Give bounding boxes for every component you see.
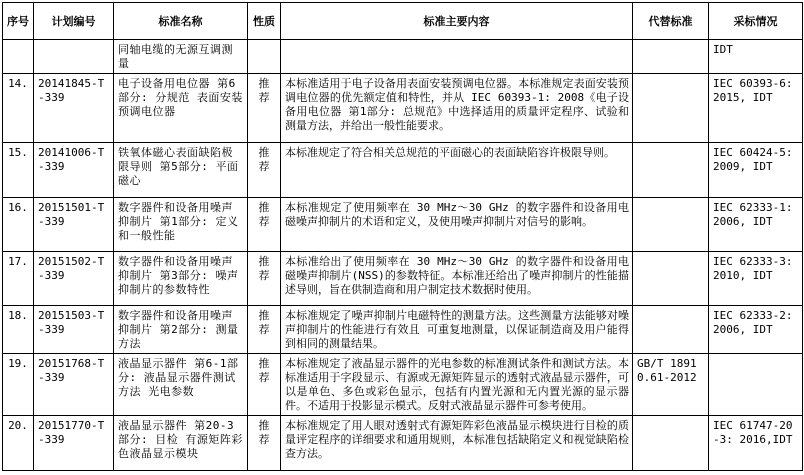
- cell-nature: [248, 252, 281, 306]
- nature-vertical-text: 推荐: [258, 419, 270, 446]
- cell-name: 铁氧体磁心表面缺陷极限导则 第5部分: 平面磁心: [114, 143, 248, 198]
- cell-plan-no: 20151501-T-339: [34, 198, 114, 252]
- cell-content: [281, 40, 633, 74]
- cell-adopt: IDT: [709, 40, 803, 74]
- nature-vertical-text: 推荐: [258, 146, 270, 173]
- header-name: 标准名称: [114, 3, 248, 40]
- cell-content: 本标准规定了用人眼对透射式有源矩阵彩色液晶显示模块进行目检的质量评定程序的详细要求和通用规则，本标准包括缺陷定义和视觉缺陷检查方法。: [281, 416, 633, 471]
- cell-plan-no: 20151502-T-339: [34, 252, 114, 306]
- header-nature: 性质: [248, 3, 281, 40]
- cell-replace: [633, 306, 709, 354]
- cell-replace: [633, 143, 709, 198]
- cell-nature: [248, 416, 281, 471]
- cell-nature: [248, 74, 281, 143]
- cell-content: 本标准给出了使用频率在 30 MHz～30 GHz 的数字器件和设备用电磁噪声抑制片(NSS)的参数特征。本标准还给出了噪声抑制片的性能描述导则，旨在供制造商和用户制定技术数据时使用。: [281, 252, 633, 306]
- header-seq: 序号: [3, 3, 34, 40]
- table-row: [3, 416, 803, 471]
- cell-adopt: IEC 62333-1:2006, IDT: [709, 198, 803, 252]
- cell-content: 本标准规定了使用频率在 30 MHz～30 GHz 的数字器件和设备用电磁噪声抑制片的术语和定义，及使用噪声抑制片对信号的影响。: [281, 198, 633, 252]
- cell-nature: [248, 40, 281, 74]
- cell-adopt: [709, 354, 803, 416]
- table-row: [3, 198, 803, 252]
- cell-adopt: IEC 60393-6:2015, IDT: [709, 74, 803, 143]
- cell-adopt: IEC 62333-3:2010, IDT: [709, 252, 803, 306]
- standards-table: [2, 2, 803, 471]
- cell-seq: 19.: [3, 354, 34, 416]
- table-row: [3, 143, 803, 198]
- cell-nature: [248, 143, 281, 198]
- header-content: 标准主要内容: [281, 3, 633, 40]
- header-replace: 代替标准: [633, 3, 709, 40]
- table-row: [3, 306, 803, 354]
- cell-adopt: IEC 62333-2:2006, IDT: [709, 306, 803, 354]
- cell-plan-no: 20151770-T-339: [34, 416, 114, 471]
- cell-replace: [633, 416, 709, 471]
- cell-content: 本标准规定了符合相关总规范的平面磁心的表面缺陷容许极限导则。: [281, 143, 633, 198]
- cell-replace: [633, 198, 709, 252]
- nature-vertical-text: 推荐: [258, 201, 270, 228]
- cell-plan-no: 20151503-T-339: [34, 306, 114, 354]
- table-body: [3, 40, 803, 471]
- table-row: [3, 40, 803, 74]
- cell-seq: 16.: [3, 198, 34, 252]
- cell-seq: [3, 40, 34, 74]
- cell-nature: [248, 198, 281, 252]
- cell-name: 电子设备用电位器 第6部分: 分规范 表面安装预调电位器: [114, 74, 248, 143]
- cell-content: 本标准规定了噪声抑制片电磁特性的测量方法。这些测量方法能够对噪声抑制片的性能进行有效且 可重复地测量，以保证制造商及用户能得到相同的测量结果。: [281, 306, 633, 354]
- cell-plan-no: 20141845-T-339: [34, 74, 114, 143]
- header-plan-no: 计划编号: [34, 3, 114, 40]
- cell-name: 液晶显示器件 第20-3部分: 目检 有源矩阵彩色液晶显示模块: [114, 416, 248, 471]
- cell-adopt: IEC 60424-5:2009, IDT: [709, 143, 803, 198]
- cell-seq: 17.: [3, 252, 34, 306]
- nature-vertical-text: 推荐: [258, 309, 270, 336]
- cell-adopt: IEC 61747-20-3: 2016,IDT: [709, 416, 803, 471]
- cell-nature: [248, 306, 281, 354]
- cell-plan-no: 20141006-T-339: [34, 143, 114, 198]
- header-adopt: 采标情况: [709, 3, 803, 40]
- cell-replace: [633, 252, 709, 306]
- cell-name: 数字器件和设备用噪声抑制片 第1部分: 定义和一般性能: [114, 198, 248, 252]
- table-row: [3, 354, 803, 416]
- cell-plan-no: 20151768-T-339: [34, 354, 114, 416]
- cell-seq: 14.: [3, 74, 34, 143]
- cell-replace: [633, 40, 709, 74]
- table-row: [3, 74, 803, 143]
- nature-vertical-text: 推荐: [258, 357, 270, 384]
- cell-name: 数字器件和设备用噪声抑制片 第2部分: 测量方法: [114, 306, 248, 354]
- cell-content: 本标准适用于电子设备用表面安装预调电位器。本标准规定表面安装预调电位器的优先额定值和特性，并从 IEC 60393-1: 2008《电子设备用电位器 第1部分: 总规范》中选择适用的质量评定程序、试验和测量方法，并给出一般性能要求。: [281, 74, 633, 143]
- cell-seq: 18.: [3, 306, 34, 354]
- nature-vertical-text: 推荐: [258, 255, 270, 282]
- cell-replace: GB/T 18910.61-2012: [633, 354, 709, 416]
- cell-seq: 20.: [3, 416, 34, 471]
- cell-name: 数字器件和设备用噪声抑制片 第3部分: 噪声抑制片的参数特性: [114, 252, 248, 306]
- cell-name: 液晶显示器件 第6-1部分: 液晶显示器件测试方法 光电参数: [114, 354, 248, 416]
- cell-content: 本标准规定了液晶显示器件的光电参数的标准测试条件和测试方法。本标准适用于字段显示、有源或无源矩阵显示的透射式液晶显示器件，可以是单色、多色或彩色显示，包括有内置光源和无内置光源的显示器件。不适用于投影显示模式。反射式液晶显示器件可参考使用。: [281, 354, 633, 416]
- nature-vertical-text: 推荐: [258, 77, 270, 104]
- cell-seq: 15.: [3, 143, 34, 198]
- cell-plan-no: [34, 40, 114, 74]
- cell-nature: [248, 354, 281, 416]
- table-row: [3, 252, 803, 306]
- cell-replace: [633, 74, 709, 143]
- cell-name: 同轴电缆的无源互调测量: [114, 40, 248, 74]
- header-row: [3, 3, 803, 40]
